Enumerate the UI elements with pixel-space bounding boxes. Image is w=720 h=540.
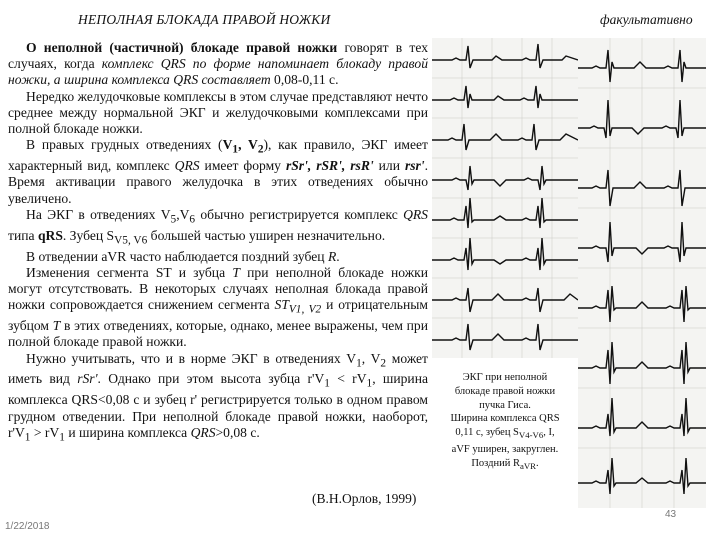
caption-line-2: блокаде правой ножки (454, 385, 556, 397)
p1-italic: комплекс QRS по форме напоминает блокаду правой ножки, а ширина комплекса QRS составляет (8, 56, 428, 88)
slide-date: 1/22/2018 (5, 521, 50, 532)
paragraph-6 (8, 265, 428, 351)
p6-b: T (232, 264, 240, 280)
p4-a: На ЭКГ в отведениях V (26, 206, 171, 222)
p3-l: . Время активации правого желудочка в этих отведениях обычно увеличено. (8, 158, 428, 206)
caption-line-7 (437, 457, 573, 474)
p7-q: >0,08 с. (215, 424, 260, 440)
p5-b: R (327, 248, 337, 264)
p3-f: ), как правило, ЭКГ имеет характерный вид, комплекс (8, 137, 428, 174)
p7-d: 2 (380, 357, 387, 370)
p6-g: T (52, 318, 61, 334)
p6-f: и отрицательным зубцом (8, 297, 428, 334)
p7-o: и ширина комплекса (64, 424, 191, 440)
p7-i: < rV (329, 371, 367, 387)
p3-g: QRS (174, 158, 200, 174)
paragraph-5 (8, 249, 428, 265)
paragraph-4 (8, 207, 428, 249)
ecg-right-traces (578, 38, 706, 508)
p7-k: , ширина комплекса QRS<0,08 с и зубец r' регистрируется только в одном правом грудном отведении. При неполной блокаде правой ножки, наоборот, r'V (8, 371, 428, 440)
p1-text: говорят в тех случаях, когда (8, 40, 428, 72)
caption-line-3: пучка Гиса. (479, 399, 531, 411)
p3-i: rSr', rSR', rsR' (285, 158, 374, 174)
p4-h: qRS (37, 227, 63, 243)
p4-f: QRS (403, 206, 428, 222)
p4-k: большей частью уширен незначительно. (147, 227, 386, 243)
p4-e: обычно регистрируется комплекс (195, 206, 404, 222)
caption-l5: 0,11 с, зубец S (455, 427, 519, 439)
caption-line-6: aVF уширен, закруглен. (451, 444, 559, 456)
p4-i: . Зубец S (62, 227, 115, 243)
p1-value: 0,08-0,11 с. (270, 72, 339, 88)
p7-n: 1 (59, 431, 65, 444)
p7-c: , V (361, 350, 381, 366)
paragraph-3 (8, 137, 428, 207)
p7-m: > rV (30, 424, 60, 440)
caption-line-4: Ширина комплекса QRS (450, 413, 560, 425)
p6-c: при неполной блокаде ножки могут отсутствовать. В некоторых случаях неполная блокада правой ножки сопровождается снижением сегмента (8, 264, 428, 313)
p3-c: 1 (232, 143, 239, 156)
p3-e: 2 (257, 143, 264, 156)
p4-b: 5 (170, 213, 177, 226)
paragraph-1 (8, 40, 428, 89)
caption-l5-sub: V4-V6 (518, 430, 544, 441)
p7-b: 1 (356, 357, 362, 370)
paragraph-7 (8, 351, 428, 446)
page-number: 43 (665, 509, 677, 520)
caption-l5-end: , I, (543, 427, 555, 439)
figure-caption (437, 371, 573, 474)
p7-f: rSr' (77, 371, 98, 387)
p3-a: В правых грудных отведениях ( (26, 137, 223, 153)
p7-l: 1 (24, 431, 31, 444)
slide-title: НЕПОЛНАЯ БЛОКАДА ПРАВОЙ НОЖКИ (78, 12, 331, 27)
p4-d: 6 (189, 213, 196, 226)
caption-line-5 (437, 426, 573, 443)
source-citation: (В.Н.Орлов, 1999) (312, 491, 417, 506)
p4-g: типа (8, 227, 38, 243)
p6-h: в этих отведениях, которые, однако, менее выражены, чем при полной блокаде правой ножки. (8, 318, 428, 350)
p3-j: или (373, 158, 405, 174)
p6-a: Изменения сегмента ST и зубца (26, 264, 233, 280)
caption-line-1: ЭКГ при неполной (462, 372, 548, 383)
p3-h: имеет форму (199, 158, 286, 174)
p7-h: 1 (324, 378, 330, 391)
p7-j: 1 (366, 378, 373, 391)
caption-l7: Поздний R (471, 457, 520, 469)
ecg-image-left (432, 38, 578, 358)
p6-d: ST (274, 297, 289, 313)
p4-j: V5, V6 (114, 234, 148, 247)
p7-p: QRS (190, 424, 216, 440)
p4-c: ,V (176, 206, 190, 222)
optional-tag: факультативно (600, 12, 693, 27)
p7-a: Нужно учитывать, что и в норме ЭКГ в отведениях V (26, 350, 357, 366)
paragraph-2: Нередко желудочковые комплексы в этом случае представляют нечто среднее между нормальной ЭКГ и желудочковыми комплексами при полной блокаде ножки. (8, 88, 428, 137)
p5-a: В отведении aVR часто наблюдается поздний зубец (26, 248, 328, 264)
ecg-image-right (578, 38, 706, 508)
p3-b: V (222, 137, 233, 153)
body-text (8, 40, 428, 446)
p7-e: может иметь вид (8, 350, 429, 387)
p1-bold: О неполной (частичной) блокаде правой ножки (26, 40, 338, 55)
p7-g: . Однако при этом высота зубца r'V (97, 371, 325, 387)
caption-l7-end: . (536, 457, 539, 469)
p5-c: . (336, 248, 340, 264)
p3-k: rsr' (404, 158, 425, 174)
caption-l7-sub: aVR (519, 460, 537, 471)
p3-d: , V (238, 137, 258, 153)
ecg-left-traces (432, 38, 578, 358)
p6-e: V1, V2 (288, 303, 322, 316)
